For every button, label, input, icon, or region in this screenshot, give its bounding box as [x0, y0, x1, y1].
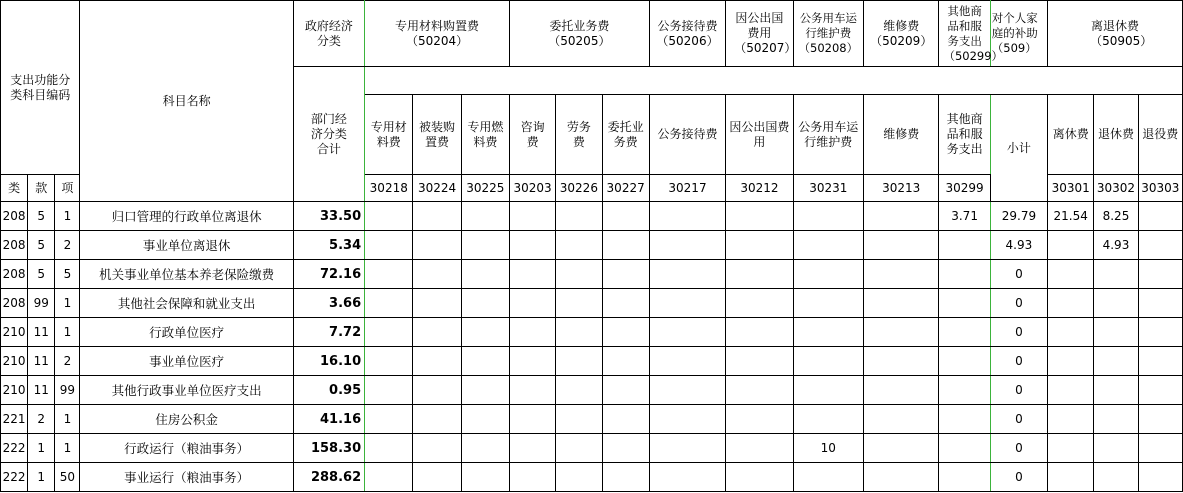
value-cell: [602, 202, 649, 231]
value-cell: [793, 463, 863, 492]
value-cell: [1048, 260, 1094, 289]
value-cell: [602, 318, 649, 347]
sub-code-13: 30302: [1094, 175, 1138, 202]
value-cell: 0: [990, 260, 1047, 289]
table-row: [1, 318, 1183, 347]
value-cell: [413, 376, 461, 405]
value-cell: 21.54: [1048, 202, 1094, 231]
sub-header-7: 因公出国费用: [726, 95, 793, 175]
value-cell: [602, 463, 649, 492]
value-cell: 0: [990, 405, 1047, 434]
value-cell: [461, 231, 509, 260]
sub-header-8: 公务用车运行维护费: [793, 95, 863, 175]
value-cell: [726, 434, 793, 463]
value-cell: [1048, 347, 1094, 376]
xiang-header: 项: [55, 175, 80, 202]
value-cell: [1094, 463, 1138, 492]
group-header-1: 委托业务费（50205）: [509, 1, 649, 67]
xiang-cell: 5: [55, 260, 80, 289]
value-cell: [365, 405, 413, 434]
lei-cell: 221: [1, 405, 28, 434]
name-header: 科目名称: [80, 1, 293, 202]
xiang-cell: 1: [55, 289, 80, 318]
value-cell: [556, 202, 602, 231]
value-cell: [365, 434, 413, 463]
xiang-cell: 1: [55, 318, 80, 347]
gov-class-header: 政府经济分类: [293, 1, 364, 67]
value-cell: [1138, 289, 1182, 318]
value-cell: [413, 347, 461, 376]
value-cell: [365, 231, 413, 260]
value-cell: [1048, 231, 1094, 260]
value-cell: 0: [990, 289, 1047, 318]
sub-code-5: 30227: [602, 175, 649, 202]
value-cell: [365, 289, 413, 318]
kuan-cell: 2: [28, 405, 55, 434]
value-cell: [509, 405, 555, 434]
value-cell: [649, 347, 725, 376]
table-row: [1, 347, 1183, 376]
sub-code-9: 30213: [864, 175, 939, 202]
value-cell: [1138, 463, 1182, 492]
xiang-cell: 50: [55, 463, 80, 492]
value-cell: 3.71: [939, 202, 990, 231]
sub-header-9: 维修费: [864, 95, 939, 175]
group-header-8: 离退休费（50905）: [1048, 1, 1183, 67]
value-cell: [509, 202, 555, 231]
kuan-cell: 5: [28, 202, 55, 231]
value-cell: [365, 202, 413, 231]
total-cell: 41.16: [293, 405, 364, 434]
group-header-6: 其他商品和服务支出（50299）: [939, 1, 990, 67]
lei-cell: 208: [1, 202, 28, 231]
table-row: [1, 202, 1183, 231]
sub-header-12: 离休费: [1048, 95, 1094, 175]
sub-code-8: 30231: [793, 175, 863, 202]
sub-header-2: 专用燃料费: [461, 95, 509, 175]
xiang-cell: 2: [55, 231, 80, 260]
value-cell: 0: [990, 434, 1047, 463]
value-cell: 0: [990, 376, 1047, 405]
value-cell: [365, 463, 413, 492]
name-cell: 归口管理的行政单位离退休: [80, 202, 293, 231]
value-cell: [1138, 347, 1182, 376]
name-cell: 行政单位医疗: [80, 318, 293, 347]
lei-cell: 208: [1, 231, 28, 260]
value-cell: [602, 231, 649, 260]
name-cell: 机关事业单位基本养老保险缴费: [80, 260, 293, 289]
value-cell: [602, 260, 649, 289]
value-cell: [864, 463, 939, 492]
total-cell: 0.95: [293, 376, 364, 405]
value-cell: [726, 202, 793, 231]
value-cell: [461, 347, 509, 376]
lei-cell: 208: [1, 260, 28, 289]
value-cell: [461, 434, 509, 463]
value-cell: [509, 347, 555, 376]
kuan-header: 款: [28, 175, 55, 202]
value-cell: [509, 463, 555, 492]
total-cell: 72.16: [293, 260, 364, 289]
value-cell: [1048, 318, 1094, 347]
value-cell: [413, 405, 461, 434]
value-cell: [413, 260, 461, 289]
value-cell: [1094, 347, 1138, 376]
value-cell: [864, 260, 939, 289]
lei-cell: 210: [1, 347, 28, 376]
sub-header-4: 劳务费: [556, 95, 602, 175]
kuan-cell: 11: [28, 318, 55, 347]
value-cell: [864, 231, 939, 260]
value-cell: [726, 289, 793, 318]
sub-header-1: 被装购置费: [413, 95, 461, 175]
kuan-cell: 5: [28, 260, 55, 289]
value-cell: [413, 202, 461, 231]
table-row: [1, 289, 1183, 318]
lei-cell: 210: [1, 318, 28, 347]
value-cell: [413, 289, 461, 318]
sub-code-10: 30299: [939, 175, 990, 202]
value-cell: [649, 434, 725, 463]
value-cell: 4.93: [1094, 231, 1138, 260]
value-cell: [1094, 434, 1138, 463]
sub-header-subtotal: 小计: [990, 95, 1047, 202]
total-cell: 158.30: [293, 434, 364, 463]
sub-header-6: 公务接待费: [649, 95, 725, 175]
lei-cell: 210: [1, 376, 28, 405]
value-cell: [726, 405, 793, 434]
group-header-3: 因公出国费用（50207）: [726, 1, 793, 67]
lei-cell: 222: [1, 463, 28, 492]
value-cell: [793, 318, 863, 347]
value-cell: [793, 202, 863, 231]
value-cell: [864, 289, 939, 318]
value-cell: [649, 289, 725, 318]
value-cell: [1138, 405, 1182, 434]
sub-header-3: 咨询费: [509, 95, 555, 175]
value-cell: 29.79: [990, 202, 1047, 231]
value-cell: [939, 463, 990, 492]
value-cell: [726, 231, 793, 260]
value-cell: [649, 376, 725, 405]
value-cell: [556, 347, 602, 376]
value-cell: [864, 318, 939, 347]
value-cell: [864, 434, 939, 463]
value-cell: [461, 376, 509, 405]
value-cell: [556, 463, 602, 492]
sub-code-0: 30218: [365, 175, 413, 202]
total-cell: 5.34: [293, 231, 364, 260]
value-cell: [1094, 289, 1138, 318]
value-cell: [365, 260, 413, 289]
value-cell: [1094, 376, 1138, 405]
kuan-cell: 11: [28, 347, 55, 376]
lei-cell: 208: [1, 289, 28, 318]
value-cell: [649, 260, 725, 289]
table-row: [1, 260, 1183, 289]
value-cell: [556, 260, 602, 289]
value-cell: [1094, 405, 1138, 434]
value-cell: [1138, 434, 1182, 463]
value-cell: [793, 347, 863, 376]
table-row: [1, 376, 1183, 405]
value-cell: [726, 376, 793, 405]
name-cell: 事业单位医疗: [80, 347, 293, 376]
total-cell: 3.66: [293, 289, 364, 318]
value-cell: [509, 318, 555, 347]
sub-code-12: 30301: [1048, 175, 1094, 202]
lei-header: 类: [1, 175, 28, 202]
value-cell: [726, 463, 793, 492]
value-cell: [1094, 260, 1138, 289]
value-cell: [509, 231, 555, 260]
total-cell: 33.50: [293, 202, 364, 231]
total-cell: 16.10: [293, 347, 364, 376]
group-header-4: 公务用车运行维护费（50208）: [793, 1, 863, 67]
value-cell: 0: [990, 318, 1047, 347]
value-cell: [793, 231, 863, 260]
value-cell: [1138, 318, 1182, 347]
value-cell: [726, 347, 793, 376]
sub-code-14: 30303: [1138, 175, 1182, 202]
value-cell: [461, 260, 509, 289]
value-cell: [1048, 405, 1094, 434]
value-cell: [649, 318, 725, 347]
value-cell: [649, 202, 725, 231]
value-cell: 10: [793, 434, 863, 463]
table-row: [1, 463, 1183, 492]
value-cell: [461, 289, 509, 318]
group-header-7: 对个人家庭的补助（509）: [990, 1, 1047, 67]
value-cell: [793, 405, 863, 434]
header-spacer: [365, 67, 1183, 95]
value-cell: [939, 318, 990, 347]
dept-total-header: 部门经济分类合计: [293, 67, 364, 202]
kuan-cell: 5: [28, 231, 55, 260]
total-cell: 288.62: [293, 463, 364, 492]
value-cell: [413, 231, 461, 260]
value-cell: [602, 376, 649, 405]
value-cell: [649, 405, 725, 434]
name-cell: 行政运行（粮油事务）: [80, 434, 293, 463]
value-cell: [1048, 434, 1094, 463]
value-cell: [1138, 260, 1182, 289]
total-cell: 7.72: [293, 318, 364, 347]
value-cell: [1094, 318, 1138, 347]
value-cell: [365, 376, 413, 405]
kuan-cell: 1: [28, 434, 55, 463]
value-cell: [939, 260, 990, 289]
func-code-header: 支出功能分类科目编码: [1, 1, 80, 175]
value-cell: [556, 318, 602, 347]
table-row: [1, 405, 1183, 434]
value-cell: [649, 463, 725, 492]
name-cell: 其他社会保障和就业支出: [80, 289, 293, 318]
value-cell: [461, 405, 509, 434]
sub-code-6: 30217: [649, 175, 725, 202]
xiang-cell: 2: [55, 347, 80, 376]
group-header-2: 公务接待费（50206）: [649, 1, 725, 67]
value-cell: 0: [990, 463, 1047, 492]
value-cell: [864, 202, 939, 231]
value-cell: [1048, 376, 1094, 405]
table-row: [1, 231, 1183, 260]
value-cell: [864, 376, 939, 405]
kuan-cell: 99: [28, 289, 55, 318]
value-cell: [461, 202, 509, 231]
value-cell: [556, 289, 602, 318]
value-cell: [793, 289, 863, 318]
sub-code-3: 30203: [509, 175, 555, 202]
value-cell: [509, 376, 555, 405]
value-cell: [864, 405, 939, 434]
value-cell: [556, 434, 602, 463]
sub-code-2: 30225: [461, 175, 509, 202]
kuan-cell: 11: [28, 376, 55, 405]
sub-code-1: 30224: [413, 175, 461, 202]
value-cell: [509, 434, 555, 463]
sub-header-0: 专用材料费: [365, 95, 413, 175]
value-cell: [413, 434, 461, 463]
group-header-5: 维修费（50209）: [864, 1, 939, 67]
name-cell: 住房公积金: [80, 405, 293, 434]
kuan-cell: 1: [28, 463, 55, 492]
value-cell: 0: [990, 347, 1047, 376]
value-cell: [939, 376, 990, 405]
value-cell: [1138, 202, 1182, 231]
value-cell: [365, 347, 413, 376]
value-cell: [939, 289, 990, 318]
sub-code-7: 30212: [726, 175, 793, 202]
value-cell: [602, 347, 649, 376]
value-cell: [602, 434, 649, 463]
value-cell: 8.25: [1094, 202, 1138, 231]
sub-header-14: 退役费: [1138, 95, 1182, 175]
value-cell: [602, 405, 649, 434]
value-cell: [649, 231, 725, 260]
value-cell: [509, 289, 555, 318]
lei-cell: 222: [1, 434, 28, 463]
value-cell: 4.93: [990, 231, 1047, 260]
value-cell: [1138, 231, 1182, 260]
value-cell: [939, 434, 990, 463]
sub-header-5: 委托业务费: [602, 95, 649, 175]
value-cell: [556, 405, 602, 434]
value-cell: [939, 231, 990, 260]
value-cell: [939, 405, 990, 434]
value-cell: [1048, 289, 1094, 318]
value-cell: [793, 260, 863, 289]
value-cell: [864, 347, 939, 376]
group-header-0: 专用材料购置费（50204）: [365, 1, 510, 67]
value-cell: [509, 260, 555, 289]
value-cell: [556, 231, 602, 260]
name-cell: 事业单位离退休: [80, 231, 293, 260]
value-cell: [602, 289, 649, 318]
value-cell: [461, 463, 509, 492]
xiang-cell: 1: [55, 202, 80, 231]
name-cell: 其他行政事业单位医疗支出: [80, 376, 293, 405]
table-row: [1, 434, 1183, 463]
sub-header-10: 其他商品和服务支出: [939, 95, 990, 175]
xiang-cell: 99: [55, 376, 80, 405]
value-cell: [726, 318, 793, 347]
value-cell: [726, 260, 793, 289]
value-cell: [413, 318, 461, 347]
sub-code-4: 30226: [556, 175, 602, 202]
value-cell: [365, 318, 413, 347]
xiang-cell: 1: [55, 405, 80, 434]
value-cell: [939, 347, 990, 376]
value-cell: [413, 463, 461, 492]
value-cell: [461, 318, 509, 347]
sub-header-13: 退休费: [1094, 95, 1138, 175]
value-cell: [1138, 376, 1182, 405]
value-cell: [793, 376, 863, 405]
name-cell: 事业运行（粮油事务）: [80, 463, 293, 492]
xiang-cell: 1: [55, 434, 80, 463]
value-cell: [556, 376, 602, 405]
value-cell: [1048, 463, 1094, 492]
